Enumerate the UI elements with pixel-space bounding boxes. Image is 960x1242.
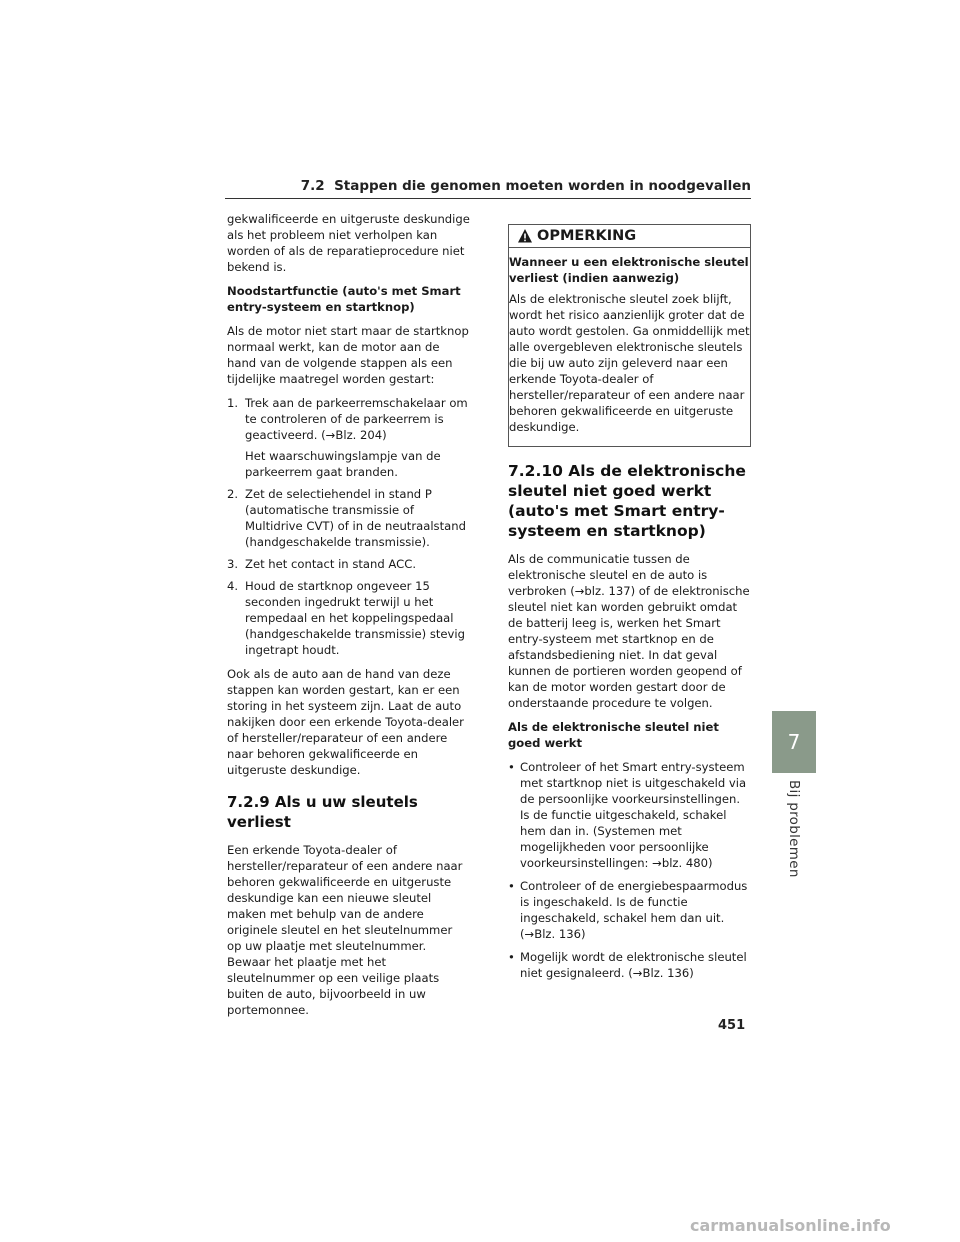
chapter-tab <box>772 711 816 773</box>
paragraph: Een erkende Toyota-dealer of hersteller/reparateur of een andere naar behoren gekwalificeerde en uitgeruste deskundige kan een nieuwe sleutel maken met behulp van de andere originele sleutel en het sleutelnummer op uw plaatje met sleutelnummer. Bewaar het plaatje met het sleutelnummer op een veilige plaats buiten de auto, bijvoorbeeld in uw portemonnee. <box>227 843 463 1017</box>
bullet-text: Controleer of het Smart entry-systeem met startknop niet is uitgeschakeld via de persoonlijke voorkeursinstellingen. Is de functie uitgeschakeld, schakel hem dan in. (Systemen met mogelijkheden voor persoonlijke voorkeursinstellingen: →blz. 480) <box>520 760 747 870</box>
left-column <box>227 211 470 1026</box>
section-heading-7-2-10: 7.2.10 Als de elektronische sleutel niet goed werkt (auto's met Smart entry-systeem en startknop) <box>508 462 746 540</box>
chapter-number: 7 <box>787 730 801 754</box>
notice-text: Als de elektronische sleutel zoek blijft, wordt het risico aanzienlijk groter dat de auto wordt gestolen. Ga onmiddellijk met alle overgebleven elektronische sleutels die bij uw auto zijn geleverd naar een erkende Toyota-dealer of hersteller/reparateur of een andere naar behoren gekwalificeerde en uitgeruste deskundige. <box>509 292 750 434</box>
step-number: 1. <box>227 396 239 410</box>
warning-icon <box>517 228 533 244</box>
notice-title-text: OPMERKING <box>537 228 637 244</box>
section-heading-7-2-9: 7.2.9 Als u uw sleutels verliest <box>227 793 418 831</box>
notice-title <box>509 225 750 248</box>
header-title: Stappen die genomen moeten worden in noodgevallen <box>334 178 751 194</box>
running-header <box>225 178 751 199</box>
step-number: 3. <box>227 557 239 571</box>
notice-body <box>509 248 750 435</box>
page-number: 451 <box>718 1018 746 1033</box>
step-text: Trek aan de parkeerremschakelaar om te controleren of de parkeerrem is geactiveerd. (→Blz. 204) <box>245 396 468 442</box>
subheading-key-not-working: Als de elektronische sleutel niet goed werkt <box>508 720 719 750</box>
notice-subtitle: Wanneer u een elektronische sleutel verliest (indien aanwezig) <box>509 255 749 285</box>
chapter-label: Bij problemen <box>786 780 802 878</box>
step-text: Houd de startknop ongeveer 15 seconden ingedrukt terwijl u het rempedaal en het koppelingspedaal (handgeschakelde transmissie) stevig ingetrapt houdt. <box>245 579 465 657</box>
bullet-text: Controleer of de energiebespaarmodus is ingeschakeld. Is de functie ingeschakeld, schakel hem dan uit. (→Blz. 136) <box>520 879 748 941</box>
right-column <box>508 211 751 988</box>
paragraph: Als de motor niet start maar de startknop normaal werkt, kan de motor aan de hand van de volgende stappen als een tijdelijke maatregel worden gestart: <box>227 324 469 386</box>
watermark-text: carmanualsonline.info <box>690 1216 891 1235</box>
bullet-text: Mogelijk wordt de elektronische sleutel niet gesignaleerd. (→Blz. 136) <box>520 950 747 980</box>
step-text: Zet het contact in stand ACC. <box>245 557 417 571</box>
list-item <box>227 486 470 550</box>
bullet-dot: • <box>508 879 515 893</box>
subheading-noodstart: Noodstartfunctie (auto's met Smart entry-systeem en startknop) <box>227 284 461 314</box>
step-subtext: Het waarschuwingslampje van de parkeerrem gaat branden. <box>245 449 441 479</box>
list-item <box>227 578 470 658</box>
step-number: 2. <box>227 487 239 501</box>
list-item <box>227 556 470 572</box>
notice-box <box>508 224 751 447</box>
header-section: 7.2 <box>300 178 325 194</box>
bullet-dot: • <box>508 760 515 774</box>
step-text: Zet de selectiehendel in stand P (automatische transmissie of Multidrive CVT) of in de neutraalstand (handgeschakelde transmissie). <box>245 487 466 549</box>
paragraph: gekwalificeerde en uitgeruste deskundige als het probleem niet verholpen kan worden of als de reparatieprocedure niet bekend is. <box>227 212 470 274</box>
bullet-dot: • <box>508 950 515 964</box>
paragraph: Als de communicatie tussen de elektronische sleutel en de auto is verbroken (→blz. 137) of de elektronische sleutel niet kan worden gebruikt omdat de batterij leeg is, werken het Smart entry-systeem met startknop en de afstandsbediening niet. In dat geval kunnen de portieren worden geopend of kan de motor worden gestart door de onderstaande procedure te volgen. <box>508 552 750 710</box>
step-list <box>227 395 470 658</box>
list-item <box>508 878 751 942</box>
paragraph: Ook als de auto aan de hand van deze stappen kan worden gestart, kan er een storing in het systeem zijn. Laat de auto nakijken door een erkende Toyota-dealer of hersteller/reparateur of een andere naar behoren gekwalificeerde en uitgeruste deskundige. <box>227 667 464 777</box>
step-number: 4. <box>227 579 239 593</box>
list-item <box>508 759 751 871</box>
list-item <box>227 395 470 480</box>
list-item <box>508 949 751 981</box>
